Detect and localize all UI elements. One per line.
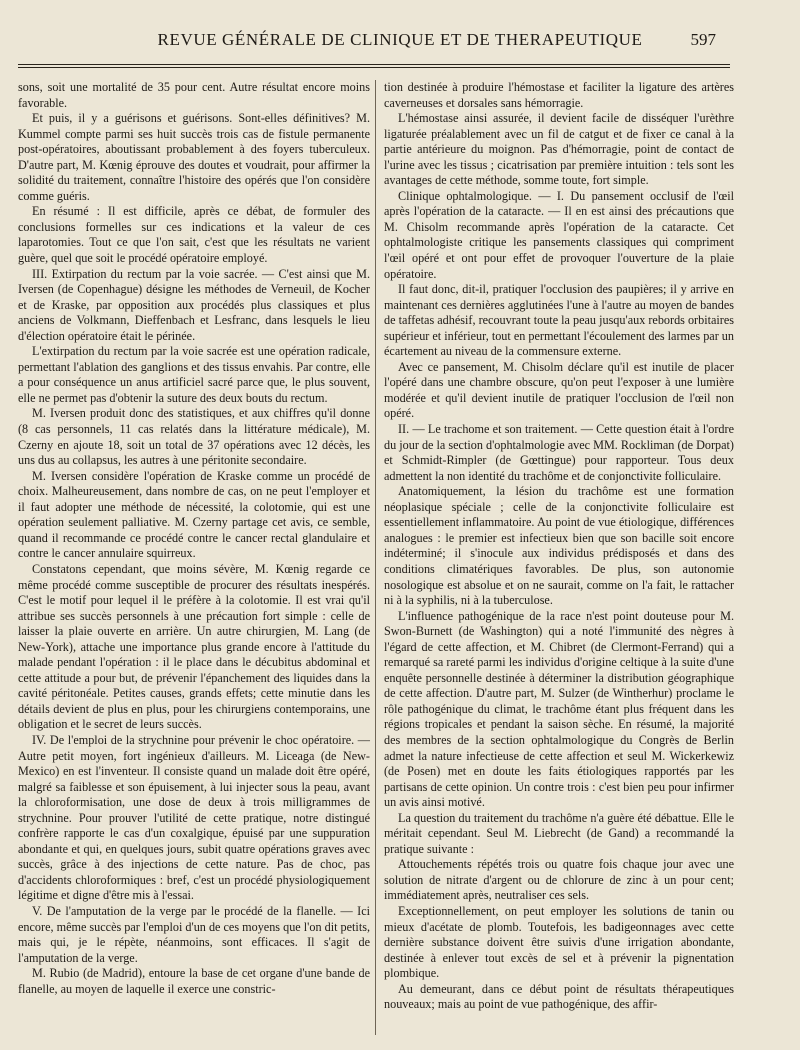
page-header [0, 28, 800, 58]
column-divider [375, 80, 376, 1035]
header-rule-thin [18, 67, 730, 68]
running-title: REVUE GÉNÉRALE DE CLINIQUE ET DE THERAPEUTIQUE [157, 30, 643, 49]
paragraph: En résumé : Il est difficile, après ce débat, de formuler des conclusions formelles sur ces indications et la valeur de ces laparotomies. Tout ce que l'on sait, c'est que les résultats ne varient guère, quel que soit le procédé opératoire employé. [18, 204, 370, 266]
section-paragraph: V. De l'amputation de la verge par le procédé de la flanelle. — Ici encore, même succès par l'emploi d'un de ces moyens que l'on dit petits, mais qui, je le répète, néanmoins, sont efficaces. Il s'agit de l'amputation de la verge. [18, 903, 370, 965]
paragraph: Il faut donc, dit-il, pratiquer l'occlusion des paupières; il y arrive en maintenant ces dernières agglutinées l'une à l'autre au moyen de bandes de taffetas adhésif, recouvrant toute la peau jusqu'aux rebords orbitaires supérieur et inférieur, tout en permettant l'écoulement des larmes par un écartement au niveau de la commensure externe. [384, 282, 734, 359]
paragraph: Attouchements répétés trois ou quatre fois chaque jour avec une solution de nitrate d'argent ou de chlorure de zinc à un pour cent; immédiatement après, neutraliser ces sels. [384, 857, 734, 903]
section-paragraph: III. Extirpation du rectum par la voie sacrée. — C'est ainsi que M. Iversen (de Copenhague) désigne les méthodes de Verneuil, de Kocher et de Kraske, par opposition aux procédés plus classiques et plus anciens de Volkmann, Dieffenbach et Lesfranc, dans lesquels le lieu d'élection opératoire était le périnée. [18, 266, 370, 343]
right-column [384, 80, 734, 1013]
section-paragraph: IV. De l'emploi de la strychnine pour prévenir le choc opératoire. — Autre petit moyen, fort ingénieux d'ailleurs. M. Liceaga (de New-Mexico) en est l'inventeur. Il consiste quand un malade doit être opéré, malgré sa faiblesse et son épuisement, à lui injecter sous la peau, avant la chloroformisation, une dose de deux à trois milligrammes de strychnine. Pour prouver l'utilité de cette pratique, notre distingué confrère rapporte le cas d'un coxalgique, épuisé par une suppuration abondante et qui, en quelques jours, subit quatre opérations graves avec succès, grâce à des injections de cette nature. Pas de choc, pas d'accidents chloroformiques : bref, c'est un procédé physiologiquement légitime et digne d'être mis à l'essai. [18, 732, 370, 903]
paragraph: Au demeurant, dans ce début point de résultats thérapeutiques nouveaux; mais au point de vue pathogénique, des affir- [384, 981, 734, 1012]
paragraph: sons, soit une mortalité de 35 pour cent. Autre résultat encore moins favorable. [18, 80, 370, 110]
paragraph: M. Iversen produit donc des statistiques, et aux chiffres qu'il donne (8 cas personnels, 11 cas relatés dans la littérature médicale), M. Czerny en ajoute 18, soit un total de 37 opérations avec 12 décès, les uns dus au collapsus, les autres à une péritonite secondaire. [18, 406, 370, 468]
header-rule [18, 64, 730, 65]
section-paragraph: II. — Le trachome et son traitement. — Cette question était à l'ordre du jour de la section d'ophtalmologie avec MM. Rockliman (de Dorpat) et Schmidt-Rimpler (de Gœttingue) pour rapporteur. Tous deux admettent la non identité du trachôme et de conjonctivite folliculaire. [384, 422, 734, 483]
paragraph: Exceptionnellement, on peut employer les solutions de tanin ou mieux d'acétate de plomb. Toutefois, les badigeonnages avec cette dernière substance doivent être suivis d'une irrigation abondante, destinée à enlever tout excès de sel et à prévenir la pignentation plombique. [384, 903, 734, 981]
paragraph: Et puis, il y a guérisons et guérisons. Sont-elles définitives? M. Kummel compte parmi ses huit succès trois cas de fistule permanente post-opératoires, aboutissant probablement à des foyers tuberculeux. D'autre part, M. Kœnig éprouve des doutes et voudrait, pour affirmer la solidité du traitement, connaître l'histoire des opérés que l'on considère comme guéris. [18, 111, 370, 203]
page-number: 597 [690, 30, 716, 49]
paragraph: L'hémostase ainsi assurée, il devient facile de disséquer l'urèthre ligaturée préalablement avec un fil de catgut et de fixer ce canal à la partie antérieure du moignon. Pas d'hémorragie, point de contact de l'urine avec les tissus ; cicatrisation par première intuition : tels sont les avantages de cette méthode, somme toute, fort simple. [384, 111, 734, 188]
paragraph: L'influence pathogénique de la race n'est point douteuse pour M. Swon-Burnett (de Washington) qui a noté l'immunité des nègres à l'égard de cette affection, et M. Chibret (de Clermont-Ferrand) qui a remarqué sa rareté parmi les individus d'origine celtique à la suite d'une enquête personnelle destinée à déterminer la distribution géographique de cette affection. D'autre part, M. Sulzer (de Wintherhur) proclame le rôle pathogénique du climat, le trachôme étant plus fréquent dans les régions tropicales et pendant la saison sèche. En résumé, la majorité des membres de la section ophtalmologique du Congrès de Berlin admet la nature infectieuse de cette affection et seul M. Wickerkewiz (de Posen) met en doute les faits étiologiques rapportés par les partisans de cette opinion. Un contre trois : c'est bien peu pour infirmer un avis ainsi motivé. [384, 608, 734, 810]
paragraph: tion destinée à produire l'hémostase et faciliter la ligature des artères caverneuses et dorsales sans hémorragie. [384, 80, 734, 110]
paragraph: M. Iversen considère l'opération de Kraske comme un procédé de choix. Malheureusement, dans nombre de cas, on ne peut l'employer et il faut adopter une méthode de nécessité, la colotomie, qui est une opération seulement palliative. M. Czerny partage cet avis, ce semble, quand il recommande ce procédé contre le cancer rectal glandulaire et contre le cancer annulaire squirreux. [18, 468, 370, 561]
paragraph: M. Rubio (de Madrid), entoure la base de cet organe d'une bande de flanelle, au moyen de laquelle il exerce une constric- [18, 966, 370, 996]
paragraph: L'extirpation du rectum par la voie sacrée est une opération radicale, permettant l'ablation des ganglions et des tissus envahis. Par contre, elle a pour conséquence un anus artificiel sacré parce que, le plus souvent, elle ne permet pas d'obtenir la suture des deux bouts du rectum. [18, 344, 370, 405]
paragraph: La question du traitement du trachôme n'a guère été débattue. Elle le méritait cependant. Seul M. Liebrecht (de Gand) a recommandé la pratique suivante : [384, 810, 734, 856]
paragraph: Constatons cependant, que moins sévère, M. Kœnig regarde ce même procédé comme susceptible de procurer des résultats inespérés. C'est le motif pour lequel il le préfère à la colotomie. Il est vrai qu'il attribue ses succès personnels à une précaution fort simple : celle de laisser la plaie ouverte en arrière. Un autre chirurgien, M. Lang (de New-York), attache une importance plus grande encore à l'attitude du malade pendant l'opération : il le place dans le décubitus abdominal et cette attitude a pour but, de prévenir l'épanchement des liquides dans la cavité péritonéale. Petites causes, grands effets; cette minutie dans les détails devient de plus en plus, pour les chirurgiens contemporains, une obligation et le secret de leurs succès. [18, 561, 370, 732]
section-paragraph: Clinique ophtalmologique. — I. Du pansement occlusif de l'œil après l'opération de la cataracte. — Il en est ainsi des précautions que M. Chisolm recommande après l'opération de la cataracte. Cet ophtalmologiste critique les pansements classiques qui compriment l'œil opéré et ont pour effet de provoquer l'ouverture de la plaie opératoire. [384, 188, 734, 281]
paragraph: Anatomiquement, la lésion du trachôme est une formation néoplasique spéciale ; celle de la conjonctivite folliculaire est essentiellement inflammatoire. Au point de vue étiologique, différences analogues : le premier est infectieux bien que son bacille soit encore indéterminé; il s'inocule aux individus prédisposés et dans des conditions climatériques favorables. De plus, son autonomie nosologique est absolue et on ne saurait, comme on l'a fait, le rattacher ni à la syphilis, ni à la tuberculose. [384, 484, 734, 608]
paragraph: Avec ce pansement, M. Chisolm déclare qu'il est inutile de placer l'opéré dans une chambre obscure, qu'on peut l'exposer à une lumière modérée et qu'il devient inutile de pratiquer l'occlusion de l'œil non opéré. [384, 359, 734, 421]
left-column [18, 80, 370, 997]
